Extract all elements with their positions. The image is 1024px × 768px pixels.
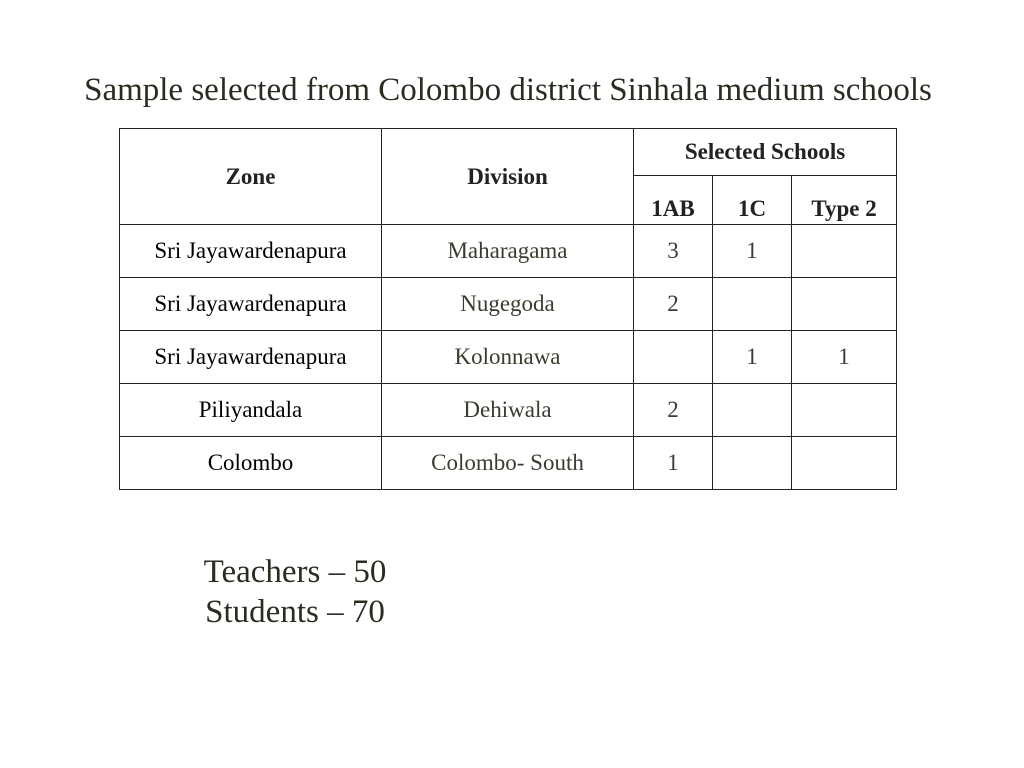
count-1c-cell [713,384,792,437]
header-1c: 1C [713,176,792,225]
count-type-2-cell [792,437,897,490]
division-cell: Dehiwala [382,384,634,437]
count-type-2-cell [792,278,897,331]
table-row [120,278,897,331]
count-1c-cell [713,278,792,331]
count-1c-cell [713,437,792,490]
count-1ab-cell: 2 [634,384,713,437]
zone-cell: Sri Jayawardenapura [120,278,382,331]
students-count: Students – 70 [205,594,385,630]
count-1ab-cell: 1 [634,437,713,490]
table-row [120,331,897,384]
zone-cell: Piliyandala [120,384,382,437]
count-type-2-cell [792,384,897,437]
division-cell: Colombo- South [382,437,634,490]
header-selected-schools: Selected Schools [634,129,897,176]
table-row [120,384,897,437]
header-type-2: Type 2 [792,176,897,225]
division-cell: Maharagama [382,225,634,278]
count-type-2-cell: 1 [792,331,897,384]
zone-cell: Sri Jayawardenapura [120,331,382,384]
teachers-count: Teachers – 50 [203,554,387,590]
count-1c-cell: 1 [713,331,792,384]
header-1ab: 1AB [634,176,713,225]
count-1ab-cell [634,331,713,384]
count-1ab-cell: 2 [634,278,713,331]
table-row [120,437,897,490]
count-type-2-cell [792,225,897,278]
zone-cell: Colombo [120,437,382,490]
table-row [120,225,897,278]
header-division: Division [382,129,634,225]
division-cell: Kolonnawa [382,331,634,384]
page-title: Sample selected from Colombo district Sinhala medium schools [84,72,932,108]
zone-cell: Sri Jayawardenapura [120,225,382,278]
header-zone: Zone [120,129,382,225]
sample-summary [200,552,390,632]
division-cell: Nugegoda [382,278,634,331]
count-1c-cell: 1 [713,225,792,278]
count-1ab-cell: 3 [634,225,713,278]
schools-table [119,128,897,490]
